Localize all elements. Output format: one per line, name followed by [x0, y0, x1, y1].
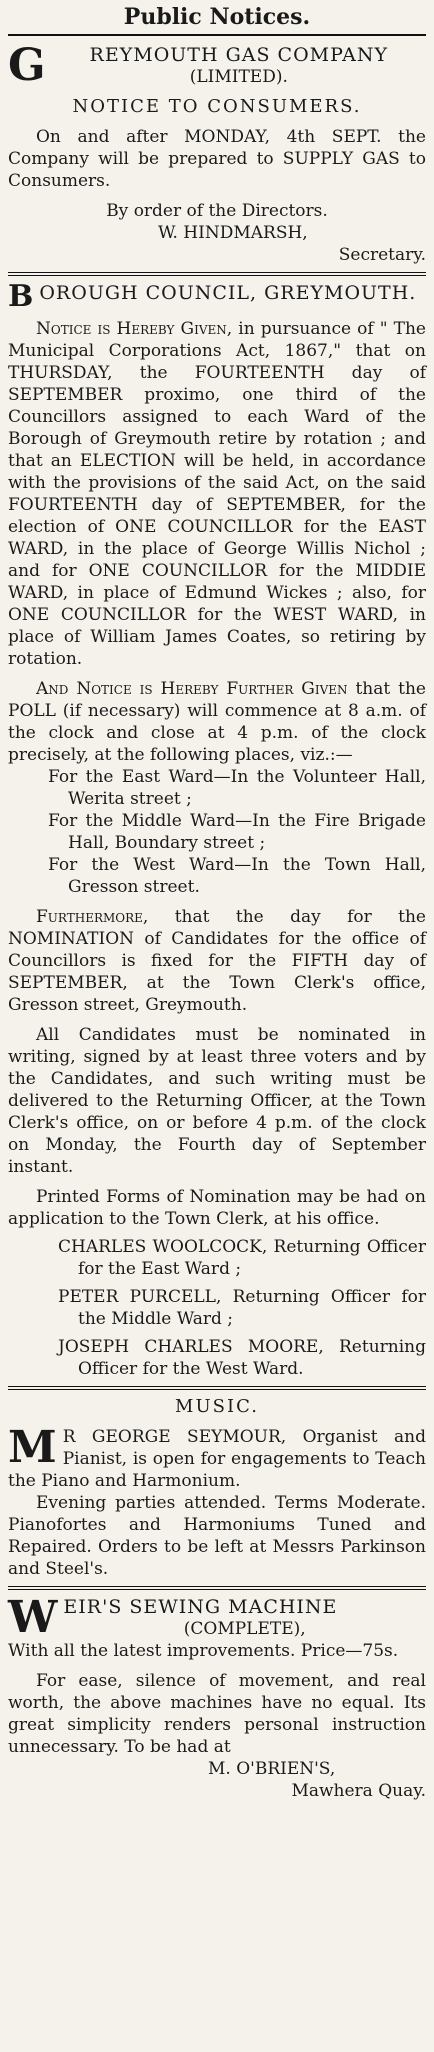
music-body: R GEORGE SEYMOUR, Organist and Pianist, is open for engagements to Teach the Piano and Harmonium. — [8, 1427, 426, 1491]
borough-place: For the East Ward—In the Volunteer Hall, Werita street ; — [48, 767, 426, 809]
weir-price-line: With all the latest improvements. Price—75s. — [8, 1641, 399, 1661]
music-notice — [8, 1396, 426, 1580]
weir-place: Mawhera Quay. — [291, 1781, 426, 1801]
gas-order: By order of the Directors. — [106, 201, 328, 221]
gas-signatory-title: Secretary. — [338, 245, 426, 265]
music-dropcap: M — [8, 1422, 57, 1473]
borough-paragraph-1: Notice is Hereby Given, in pursuance of " The Municipal Corporations Act, 1867," that on THURSDAY, the FOURTEENTH day of SEPTEMBER proximo, one third of the Councillors assigned to each Ward of the Borough of Greymouth retire by rotation ; and that an ELECTION will be held, in accordance with the provisions of the said Act, on the said FOURTEENTH day of SEPTEMBER, for the election of ONE COUNCILLOR for the EAST WARD, in the place of George Willis Nichol ; and for ONE COUNCILLOR for the MIDDIE WARD, in place of Edmund Wickes ; also, for ONE COUNCILLOR for the WEST WARD, in place of William James Coates, so retiring by rotation. — [8, 319, 426, 669]
gas-signatory: W. HINDMARSH, — [158, 223, 308, 243]
weir-subtitle: (COMPLETE), — [183, 1619, 306, 1639]
weir-notice — [8, 1592, 426, 1802]
borough-place: For the West Ward—In the Town Hall, Gresson street. — [48, 855, 426, 897]
borough-title: OROUGH COUNCIL, GREYMOUTH. — [39, 282, 417, 304]
gas-notice — [8, 40, 426, 266]
returning-officer: CHARLES WOOLCOCK, Returning Officer for the East Ward ; — [58, 1237, 426, 1279]
gas-dropcap: G — [8, 40, 46, 91]
gas-subtitle: (LIMITED). — [189, 67, 288, 87]
divider — [8, 1386, 426, 1390]
returning-officer: JOSEPH CHARLES MOORE, Returning Officer for the West Ward. — [58, 1337, 426, 1379]
weir-seller: M. O'BRIEN'S, — [208, 1759, 336, 1779]
music-body-2: Evening parties attended. Terms Moderate. Pianofortes and Harmoniums Tuned and Repaired. Orders to be left at Messrs Parkinson and Steel's. — [8, 1493, 426, 1579]
borough-paragraph-2: And Notice is Hereby Further Given that the POLL (if necessary) will commence at 8 a.m. of the clock and close at 4 p.m. of the clock precisely, at the following places, viz.:— — [8, 679, 426, 765]
gas-heading: NOTICE TO CONSUMERS. — [72, 96, 362, 117]
gas-title: REYMOUTH GAS COMPANY — [89, 44, 389, 66]
weir-body: For ease, silence of movement, and real worth, the above machines have no equal. Its great simplicity renders personal instruction unnecessary. To be had at — [8, 1671, 426, 1757]
gas-body: On and after MONDAY, 4th SEPT. the Company will be prepared to SUPPLY GAS to Consumers. — [8, 127, 426, 191]
borough-paragraph-5: Printed Forms of Nomination may be had on application to the Town Clerk, at his office. — [8, 1187, 426, 1229]
divider — [8, 272, 426, 276]
music-heading: MUSIC. — [175, 1396, 259, 1417]
borough-dropcap: B — [8, 279, 34, 314]
divider — [8, 1586, 426, 1590]
weir-title: EIR'S SEWING MACHINE — [63, 1596, 338, 1618]
section-header: Public Notices. — [8, 0, 426, 36]
returning-officer: PETER PURCELL, Returning Officer for the Middle Ward ; — [58, 1287, 426, 1329]
borough-paragraph-4: All Candidates must be nominated in writing, signed by at least three voters and by the Candidates, and such writing must be delivered to the Returning Officer, at the Town Clerk's office, on or before 4 p.m. of the clock on Monday, the Fourth day of September instant. — [8, 1025, 426, 1177]
borough-notice — [8, 279, 426, 1380]
weir-dropcap: W — [8, 1592, 58, 1643]
borough-paragraph-3: Furthermore, that the day for the NOMINATION of Candidates for the office of Councillors is fixed for the FIFTH day of SEPTEMBER, at the Town Clerk's office, Gresson street, Greymouth. — [8, 907, 426, 1015]
borough-place: For the Middle Ward—In the Fire Brigade Hall, Boundary street ; — [48, 811, 426, 853]
